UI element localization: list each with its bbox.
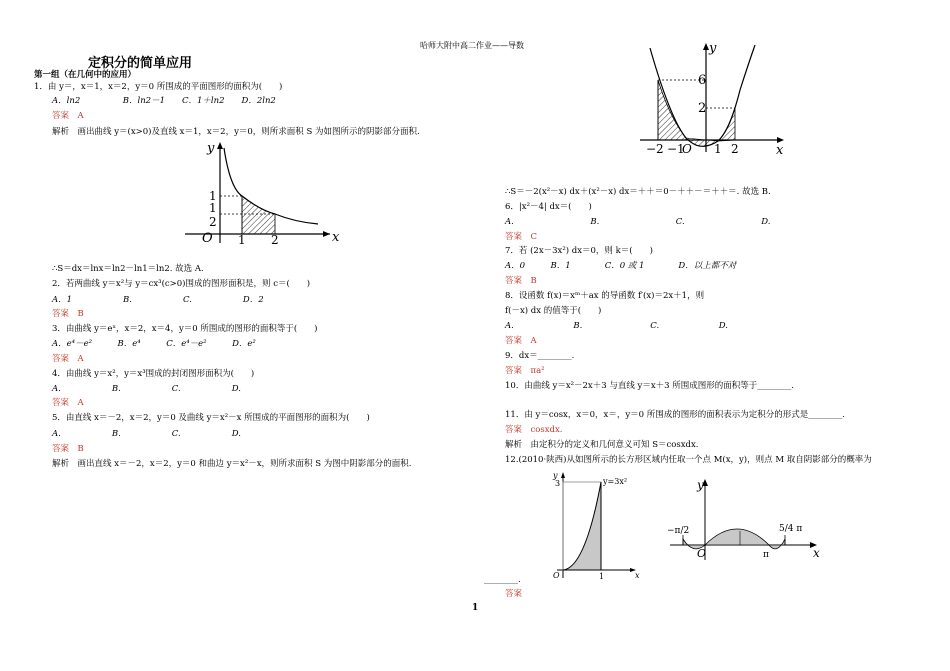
figure-parabola-rectangle [535, 470, 645, 582]
fig4-pi: π [763, 550, 769, 560]
q2-options: A．1 B. C. D．2 [52, 295, 264, 305]
q6-options: A. B. C. D. [505, 217, 771, 227]
fig3-x-label: x [635, 571, 640, 580]
fig1-y-label: y [207, 141, 215, 156]
q4-answer: 答案 A [52, 398, 84, 408]
q8-answer: 答案 A [505, 336, 537, 346]
q4-options: A. B. C. D. [52, 384, 241, 394]
fig2-ytick-2: 2 [698, 101, 707, 116]
q5-text: 5．由直线 x＝－2，x＝2，y＝0 及曲线 y＝x²－x 所围成的平面图形的面积为( ) [52, 413, 370, 423]
figure-sine-area [665, 475, 825, 565]
q1-conclusion: ∴S＝dx＝lnx＝ln2－ln1＝ln2. 故选 A. [52, 264, 204, 274]
fig1-tick-2: 2 [271, 233, 279, 247]
q1-text: 1．由 y＝，x＝1，x＝2，y＝0 所围成的平面图形的面积为( ) [34, 82, 283, 92]
figure-parabola-area [640, 40, 790, 160]
q5-answer: 答案 B [52, 444, 84, 454]
fig3-ytick-3: 3 [555, 479, 561, 488]
fig1-origin: O [202, 231, 213, 246]
q11-text: 11．由 y＝cosx，x＝0，x＝，y＝0 所围成的图形的面积表示为定积分的形式是________. [505, 410, 845, 420]
figure-reciprocal-area [180, 138, 340, 248]
q5-options: A. B. C. D. [52, 429, 241, 439]
fig4-five-quarter-pi: 5/4 π [779, 524, 803, 534]
fig3-origin: O [553, 571, 560, 580]
q1-options: A．ln2 B．ln2－1 C．1＋ln2 D．2ln2 [52, 96, 276, 106]
fig4-y-label: y [697, 478, 704, 492]
q5-analysis: 解析 画出直线 x＝－2，x＝2，y＝0 和曲边 y＝x²－x，则所求面积 S 为图中阴影部分的面积. [52, 459, 412, 469]
q11-analysis: 解析 由定积分的定义和几何意义可知 S＝cosxdx. [505, 440, 699, 450]
fig2-ytick-6: 6 [698, 73, 707, 88]
fig3-curve-label: y=3x² [603, 477, 628, 486]
q6-answer: 答案 C [505, 232, 538, 242]
q8-text: 8．设函数 f(x)＝xᵐ＋ax 的导函数 f′(x)＝2x＋1，则 [505, 291, 705, 301]
q8-text-cont: f(－x) dx 的值等于( ) [505, 306, 602, 316]
fig1-ytick-2: 2 [209, 215, 217, 229]
q12-text: 12.(2010·陕西)从如图所示的长方形区域内任取一个点 M(x，y)，则点 M 取自阴影部分的概率为 [505, 455, 872, 465]
q1-analysis: 解析 画出曲线 y＝(x>0)及直线 x＝1，x＝2，y＝0，则所求面积 S 为如图所示的阴影部分面积. [52, 127, 420, 137]
fig3-y-label: y [553, 471, 558, 480]
q7-answer: 答案 B [505, 276, 537, 286]
fig2-origin: O [682, 142, 692, 156]
fig4-origin: O [697, 547, 707, 560]
fig2-xtick-neg2: −2 [646, 142, 664, 156]
fig1-ytick-1b: 1 [209, 201, 217, 215]
q7-options: A．0 B．1 C．0 或 1 D．以上都不对 [505, 261, 737, 271]
page-header: 哈师大附中高二作业——导数 [420, 41, 524, 50]
q7-text: 7．若 (2x－3x²) dx＝0，则 k＝( ) [505, 246, 653, 256]
fig2-xtick-2: 2 [731, 142, 739, 156]
fig4-neg-half-pi: −π/2 [667, 526, 690, 536]
fig2-xtick-1: 1 [714, 142, 722, 156]
q5-conclusion: ∴S＝－2(x²－x) dx＋(x²－x) dx＝＋＋＝0－＋＋－＝＋＋＝. 故选 B. [505, 187, 771, 197]
q9-answer: 答案 πa² [505, 366, 545, 376]
section-heading: 第一组（在几何中的应用） [34, 70, 137, 80]
q12-blank: ________. [484, 575, 521, 585]
q6-text: 6．|x²－4| dx＝( ) [505, 202, 592, 212]
q10-text: 10．由曲线 y＝x²－2x＋3 与直线 y＝x＋3 所围成图形的面积等于________. [505, 381, 794, 391]
q3-text: 3．由曲线 y＝eˣ，x＝2，x＝4，y＝0 所围成的图形的面积等于( ) [52, 324, 318, 334]
fig1-x-label: x [332, 230, 340, 245]
q9-text: 9．dx＝________. [505, 351, 575, 361]
fig3-xtick-1: 1 [599, 572, 605, 581]
page-title: 定积分的简单应用 [88, 56, 193, 71]
q4-text: 4．由曲线 y＝x²，y＝x³围成的封闭图形面积为( ) [52, 369, 255, 379]
q3-answer: 答案 A [52, 354, 84, 364]
fig2-y-label: y [709, 41, 717, 56]
q1-answer: 答案 A [52, 111, 84, 121]
fig2-xtick-neg1: −1 [667, 142, 685, 156]
q8-options: A. B. C. D. [505, 321, 728, 331]
q12-answer: 答案 [505, 589, 523, 599]
fig1-tick-1: 1 [238, 233, 246, 247]
q3-options: A．e⁴－e² B．e⁴ C．e⁴－e² D．e² [52, 339, 256, 349]
q2-answer: 答案 B [52, 309, 84, 319]
q2-text: 2．若两曲线 y＝x²与 y＝cx³(c>0)围成的图形面积是，则 c＝( ) [52, 279, 311, 289]
q11-answer: 答案 cosxdx. [505, 425, 563, 435]
fig4-x-label: x [813, 546, 820, 560]
fig1-ytick-1: 1 [209, 189, 217, 203]
page-number: 1 [472, 603, 479, 613]
fig2-x-label: x [776, 143, 784, 158]
